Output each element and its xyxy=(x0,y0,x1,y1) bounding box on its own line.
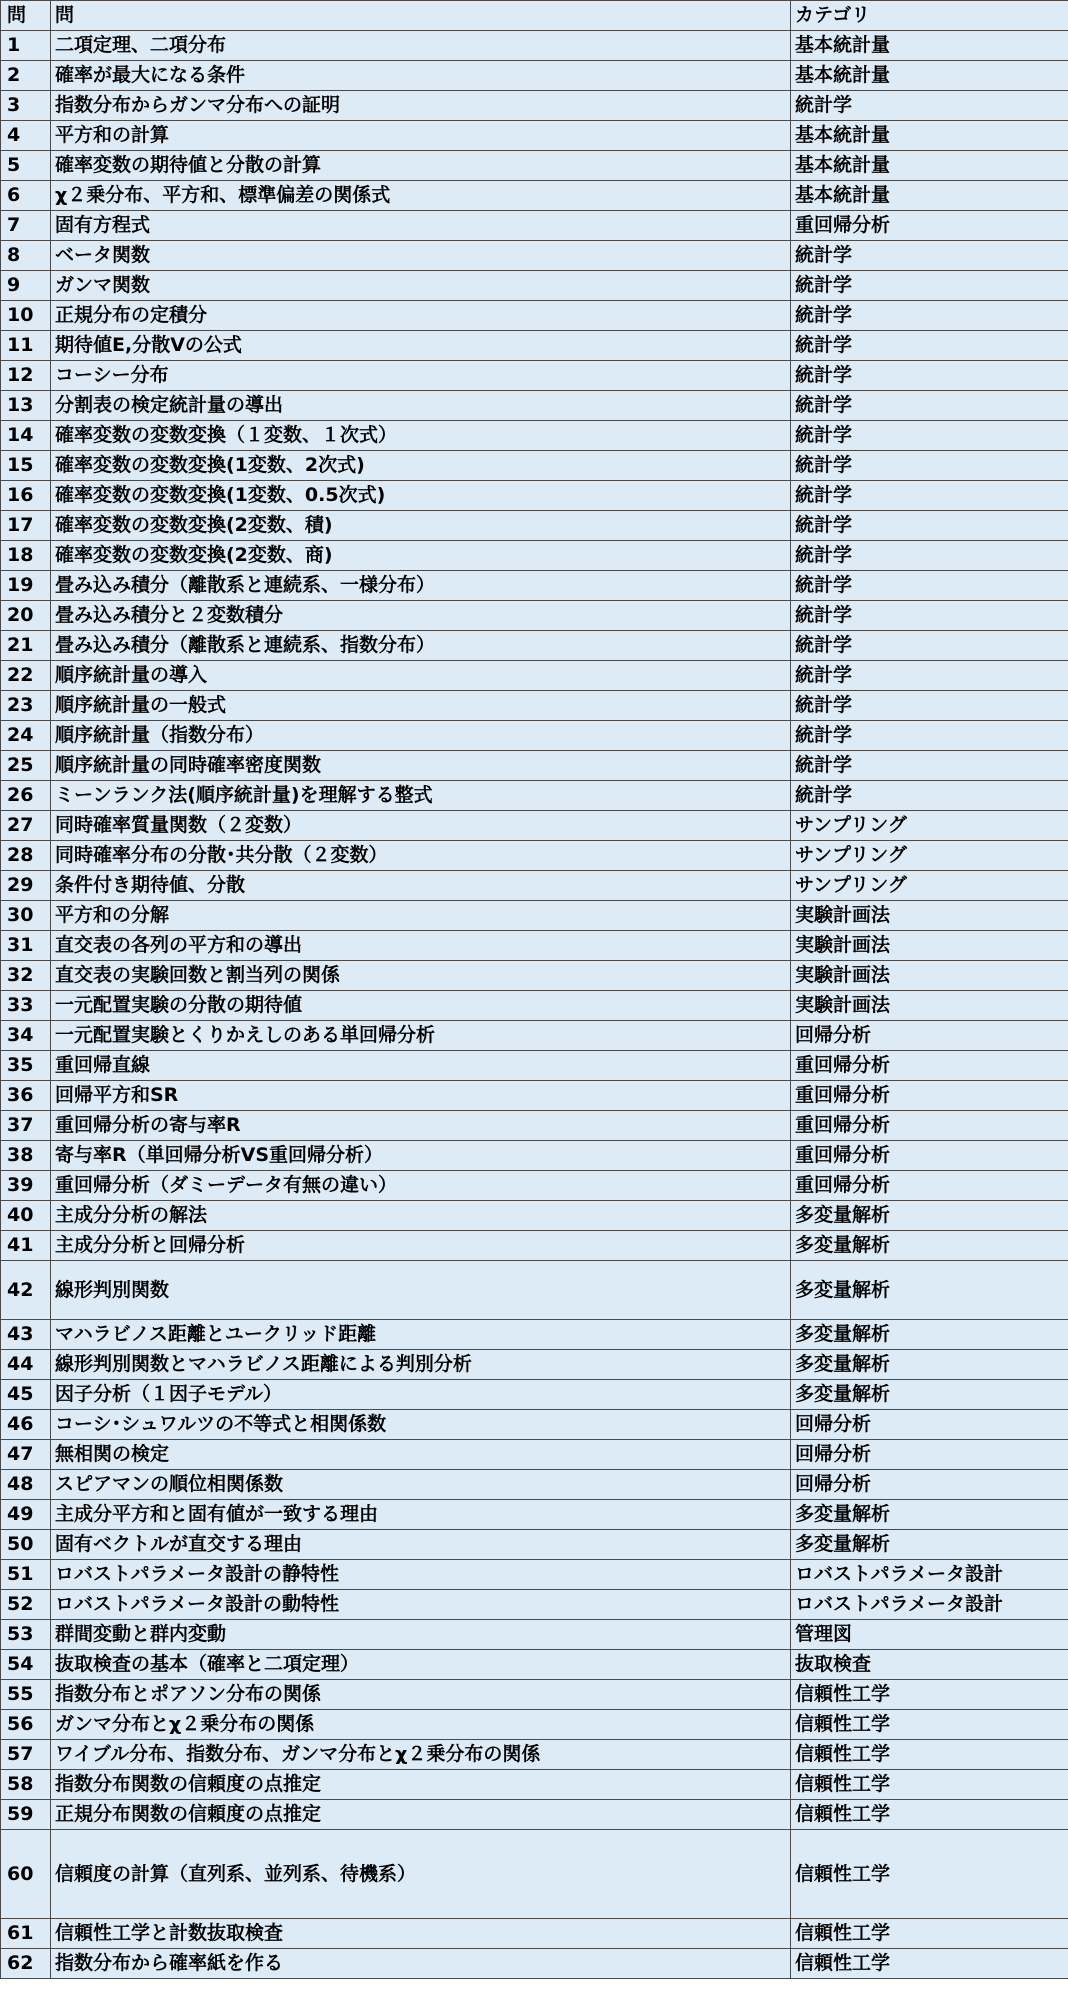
problem-title: 分割表の検定統計量の導出 xyxy=(51,391,791,421)
problem-number: 44 xyxy=(1,1350,51,1380)
problem-title: 重回帰分析（ダミーデータ有無の違い） xyxy=(51,1171,791,1201)
problem-category: 信頼性工学 xyxy=(791,1740,1068,1770)
table-row xyxy=(1,31,1068,61)
table-row xyxy=(1,961,1068,991)
problem-number: 30 xyxy=(1,901,51,931)
problem-number: 38 xyxy=(1,1141,51,1171)
problem-title: マハラビノス距離とユークリッド距離 xyxy=(51,1320,791,1350)
problem-category: 管理図 xyxy=(791,1620,1068,1650)
problem-category: 統計学 xyxy=(791,421,1068,451)
problem-number: 55 xyxy=(1,1680,51,1710)
problem-title: 回帰平方和SR xyxy=(51,1081,791,1111)
problem-number: 18 xyxy=(1,541,51,571)
problem-number: 14 xyxy=(1,421,51,451)
problem-category: 重回帰分析 xyxy=(791,1051,1068,1081)
table-row xyxy=(1,1111,1068,1141)
problem-title: ベータ関数 xyxy=(51,241,791,271)
problem-category: 統計学 xyxy=(791,721,1068,751)
table-row xyxy=(1,1919,1068,1949)
problem-number: 59 xyxy=(1,1800,51,1830)
header-row xyxy=(1,1,1068,31)
problem-number: 62 xyxy=(1,1949,51,1979)
problem-number: 47 xyxy=(1,1440,51,1470)
problem-category: 多変量解析 xyxy=(791,1231,1068,1261)
problem-category: 統計学 xyxy=(791,481,1068,511)
header-number: 問 xyxy=(1,1,51,31)
table-row xyxy=(1,1949,1068,1979)
table-row xyxy=(1,331,1068,361)
problem-category: 実験計画法 xyxy=(791,901,1068,931)
problem-category: 統計学 xyxy=(791,601,1068,631)
problem-category: 統計学 xyxy=(791,571,1068,601)
problem-number: 7 xyxy=(1,211,51,241)
problem-number: 36 xyxy=(1,1081,51,1111)
problem-category: 信頼性工学 xyxy=(791,1710,1068,1740)
problem-category: 信頼性工学 xyxy=(791,1830,1068,1919)
problem-category: 重回帰分析 xyxy=(791,1111,1068,1141)
problem-category: 統計学 xyxy=(791,361,1068,391)
problem-title: 二項定理、二項分布 xyxy=(51,31,791,61)
problem-category: 重回帰分析 xyxy=(791,1141,1068,1171)
problem-title: ガンマ分布とχ２乗分布の関係 xyxy=(51,1710,791,1740)
problem-title: 順序統計量の導入 xyxy=(51,661,791,691)
problem-title: コーシー分布 xyxy=(51,361,791,391)
problem-title: 確率変数の変数変換(1変数、2次式) xyxy=(51,451,791,481)
problem-title: 主成分平方和と固有値が一致する理由 xyxy=(51,1500,791,1530)
problem-category: 信頼性工学 xyxy=(791,1680,1068,1710)
problem-title: 畳み込み積分（離散系と連続系、指数分布） xyxy=(51,631,791,661)
problem-number: 4 xyxy=(1,121,51,151)
problem-title: 指数分布から確率紙を作る xyxy=(51,1949,791,1979)
problem-title: 主成分分析と回帰分析 xyxy=(51,1231,791,1261)
problem-title: 確率変数の変数変換(1変数、0.5次式) xyxy=(51,481,791,511)
problem-title: 重回帰直線 xyxy=(51,1051,791,1081)
problem-category: 統計学 xyxy=(791,451,1068,481)
problem-number: 5 xyxy=(1,151,51,181)
table-row xyxy=(1,841,1068,871)
problem-number: 49 xyxy=(1,1500,51,1530)
problem-category: 基本統計量 xyxy=(791,151,1068,181)
problem-category: 多変量解析 xyxy=(791,1201,1068,1231)
problem-category: 重回帰分析 xyxy=(791,211,1068,241)
problem-title: 群間変動と群内変動 xyxy=(51,1620,791,1650)
table-row xyxy=(1,721,1068,751)
table-row xyxy=(1,1081,1068,1111)
problem-number: 19 xyxy=(1,571,51,601)
problem-category: 基本統計量 xyxy=(791,121,1068,151)
problem-number: 52 xyxy=(1,1590,51,1620)
problem-title: 確率変数の変数変換（１変数、１次式） xyxy=(51,421,791,451)
problem-title: 畳み込み積分（離散系と連続系、一様分布） xyxy=(51,571,791,601)
problem-number: 42 xyxy=(1,1261,51,1320)
table-row xyxy=(1,1470,1068,1500)
problem-category: 多変量解析 xyxy=(791,1320,1068,1350)
table-row xyxy=(1,511,1068,541)
table-row xyxy=(1,181,1068,211)
problem-number: 12 xyxy=(1,361,51,391)
problem-category: 統計学 xyxy=(791,631,1068,661)
problem-number: 32 xyxy=(1,961,51,991)
problem-number: 17 xyxy=(1,511,51,541)
table-row xyxy=(1,991,1068,1021)
problem-number: 8 xyxy=(1,241,51,271)
problem-title: 寄与率R（単回帰分析VS重回帰分析） xyxy=(51,1141,791,1171)
problem-category: 統計学 xyxy=(791,91,1068,121)
problem-number: 16 xyxy=(1,481,51,511)
problem-category: 統計学 xyxy=(791,511,1068,541)
problem-title: 確率変数の変数変換(2変数、商) xyxy=(51,541,791,571)
table-row xyxy=(1,211,1068,241)
problem-title: 平方和の分解 xyxy=(51,901,791,931)
problem-title: 確率変数の期待値と分散の計算 xyxy=(51,151,791,181)
problem-number: 25 xyxy=(1,751,51,781)
problem-number: 6 xyxy=(1,181,51,211)
problem-number: 39 xyxy=(1,1171,51,1201)
table-row xyxy=(1,421,1068,451)
problem-category: 回帰分析 xyxy=(791,1470,1068,1500)
problem-title: 同時確率分布の分散･共分散（２変数） xyxy=(51,841,791,871)
problem-category: 信頼性工学 xyxy=(791,1770,1068,1800)
problem-title: 固有方程式 xyxy=(51,211,791,241)
problem-category: 統計学 xyxy=(791,331,1068,361)
table-row xyxy=(1,1650,1068,1680)
table-row xyxy=(1,691,1068,721)
problem-category: 回帰分析 xyxy=(791,1021,1068,1051)
table-row xyxy=(1,901,1068,931)
table-row xyxy=(1,571,1068,601)
problem-category: 回帰分析 xyxy=(791,1440,1068,1470)
table-row xyxy=(1,1590,1068,1620)
table-row xyxy=(1,1830,1068,1919)
problem-title: 条件付き期待値、分散 xyxy=(51,871,791,901)
problem-title: 平方和の計算 xyxy=(51,121,791,151)
problem-category: 統計学 xyxy=(791,301,1068,331)
problem-number: 46 xyxy=(1,1410,51,1440)
problem-title: 一元配置実験の分散の期待値 xyxy=(51,991,791,1021)
problem-number: 57 xyxy=(1,1740,51,1770)
problem-title: 指数分布とポアソン分布の関係 xyxy=(51,1680,791,1710)
table-row xyxy=(1,1440,1068,1470)
problem-category: 統計学 xyxy=(791,541,1068,571)
table-row xyxy=(1,931,1068,961)
problem-category: サンプリング xyxy=(791,841,1068,871)
problem-category: 基本統計量 xyxy=(791,61,1068,91)
table-row xyxy=(1,1261,1068,1320)
problem-title: ミーンランク法(順序統計量)を理解する整式 xyxy=(51,781,791,811)
problem-category: 抜取検査 xyxy=(791,1650,1068,1680)
table-row xyxy=(1,1560,1068,1590)
problem-category: 統計学 xyxy=(791,661,1068,691)
problem-title: 確率変数の変数変換(2変数、積) xyxy=(51,511,791,541)
problem-category: ロバストパラメータ設計 xyxy=(791,1560,1068,1590)
problem-number: 61 xyxy=(1,1919,51,1949)
problem-title: 期待値E,分散Vの公式 xyxy=(51,331,791,361)
problem-number: 34 xyxy=(1,1021,51,1051)
table-row xyxy=(1,871,1068,901)
problem-number: 20 xyxy=(1,601,51,631)
problem-title: ガンマ関数 xyxy=(51,271,791,301)
problem-number: 11 xyxy=(1,331,51,361)
problem-title: 線形判別関数 xyxy=(51,1261,791,1320)
problem-title: 因子分析（１因子モデル） xyxy=(51,1380,791,1410)
problem-title: 同時確率質量関数（２変数） xyxy=(51,811,791,841)
table-row xyxy=(1,121,1068,151)
problem-number: 51 xyxy=(1,1560,51,1590)
problem-category: 統計学 xyxy=(791,691,1068,721)
table-row xyxy=(1,541,1068,571)
table-row xyxy=(1,391,1068,421)
problem-number: 9 xyxy=(1,271,51,301)
problem-category: 実験計画法 xyxy=(791,991,1068,1021)
problem-category: 回帰分析 xyxy=(791,1410,1068,1440)
problem-title: 信頼度の計算（直列系、並列系、待機系） xyxy=(51,1830,791,1919)
problem-title: 無相関の検定 xyxy=(51,1440,791,1470)
problem-title: 確率が最大になる条件 xyxy=(51,61,791,91)
problem-number: 54 xyxy=(1,1650,51,1680)
table-row xyxy=(1,1380,1068,1410)
problem-category: 統計学 xyxy=(791,391,1068,421)
table-row xyxy=(1,1350,1068,1380)
table-row xyxy=(1,1680,1068,1710)
problem-title: ワイブル分布、指数分布、ガンマ分布とχ２乗分布の関係 xyxy=(51,1740,791,1770)
table-row xyxy=(1,1051,1068,1081)
problem-category: 多変量解析 xyxy=(791,1530,1068,1560)
table-row xyxy=(1,241,1068,271)
problem-title: 正規分布の定積分 xyxy=(51,301,791,331)
problem-category: 信頼性工学 xyxy=(791,1800,1068,1830)
table-row xyxy=(1,1141,1068,1171)
table-row xyxy=(1,151,1068,181)
table-row xyxy=(1,631,1068,661)
problem-category: 多変量解析 xyxy=(791,1500,1068,1530)
problem-number: 29 xyxy=(1,871,51,901)
problem-number: 1 xyxy=(1,31,51,61)
problem-number: 31 xyxy=(1,931,51,961)
table-row xyxy=(1,1740,1068,1770)
table-row xyxy=(1,781,1068,811)
problem-title: 主成分分析の解法 xyxy=(51,1201,791,1231)
table-row xyxy=(1,1710,1068,1740)
table-row xyxy=(1,481,1068,511)
table-row xyxy=(1,811,1068,841)
problem-category: 多変量解析 xyxy=(791,1350,1068,1380)
table-row xyxy=(1,1320,1068,1350)
problem-number: 26 xyxy=(1,781,51,811)
problem-title: 一元配置実験とくりかえしのある単回帰分析 xyxy=(51,1021,791,1051)
table-row xyxy=(1,601,1068,631)
problem-number: 40 xyxy=(1,1201,51,1231)
problem-category: サンプリング xyxy=(791,811,1068,841)
problem-number: 24 xyxy=(1,721,51,751)
problem-title: 指数分布関数の信頼度の点推定 xyxy=(51,1770,791,1800)
problem-title: コーシ･シュワルツの不等式と相関係数 xyxy=(51,1410,791,1440)
problem-number: 10 xyxy=(1,301,51,331)
problem-title: 順序統計量の同時確率密度関数 xyxy=(51,751,791,781)
table-row xyxy=(1,271,1068,301)
problem-category: ロバストパラメータ設計 xyxy=(791,1590,1068,1620)
problem-number: 3 xyxy=(1,91,51,121)
problem-title: χ２乗分布、平方和、標準偏差の関係式 xyxy=(51,181,791,211)
problem-title: ロバストパラメータ設計の動特性 xyxy=(51,1590,791,1620)
problem-category: サンプリング xyxy=(791,871,1068,901)
problem-number: 41 xyxy=(1,1231,51,1261)
table-row xyxy=(1,661,1068,691)
problem-title: 正規分布関数の信頼度の点推定 xyxy=(51,1800,791,1830)
table-row xyxy=(1,1500,1068,1530)
problem-title: ロバストパラメータ設計の静特性 xyxy=(51,1560,791,1590)
problem-number: 23 xyxy=(1,691,51,721)
header-problem: 問 xyxy=(51,1,791,31)
problem-title: 順序統計量の一般式 xyxy=(51,691,791,721)
problem-category: 多変量解析 xyxy=(791,1261,1068,1320)
table-row xyxy=(1,61,1068,91)
problem-title: 直交表の各列の平方和の導出 xyxy=(51,931,791,961)
problem-number: 60 xyxy=(1,1830,51,1919)
table-row xyxy=(1,451,1068,481)
table-row xyxy=(1,1770,1068,1800)
table-row xyxy=(1,301,1068,331)
problem-category: 基本統計量 xyxy=(791,31,1068,61)
table-row xyxy=(1,1231,1068,1261)
problem-category: 統計学 xyxy=(791,781,1068,811)
table-row xyxy=(1,1530,1068,1560)
table-row xyxy=(1,1021,1068,1051)
problem-number: 53 xyxy=(1,1620,51,1650)
problem-title: スピアマンの順位相関係数 xyxy=(51,1470,791,1500)
problem-number: 27 xyxy=(1,811,51,841)
problem-category: 実験計画法 xyxy=(791,931,1068,961)
problem-category: 重回帰分析 xyxy=(791,1081,1068,1111)
problem-category: 信頼性工学 xyxy=(791,1919,1068,1949)
table-row xyxy=(1,1620,1068,1650)
table-row xyxy=(1,751,1068,781)
table-row xyxy=(1,91,1068,121)
table-row xyxy=(1,1800,1068,1830)
problem-title: 固有ベクトルが直交する理由 xyxy=(51,1530,791,1560)
problem-number: 28 xyxy=(1,841,51,871)
problem-category: 多変量解析 xyxy=(791,1380,1068,1410)
problem-category: 重回帰分析 xyxy=(791,1171,1068,1201)
table-row xyxy=(1,361,1068,391)
problem-title: 線形判別関数とマハラビノス距離による判別分析 xyxy=(51,1350,791,1380)
problem-number: 2 xyxy=(1,61,51,91)
problem-category: 統計学 xyxy=(791,271,1068,301)
problem-number: 22 xyxy=(1,661,51,691)
problem-number: 43 xyxy=(1,1320,51,1350)
problem-title: 重回帰分析の寄与率R xyxy=(51,1111,791,1141)
problem-category: 統計学 xyxy=(791,751,1068,781)
problem-title: 抜取検査の基本（確率と二項定理） xyxy=(51,1650,791,1680)
table-row xyxy=(1,1410,1068,1440)
problem-category: 基本統計量 xyxy=(791,181,1068,211)
problem-category: 統計学 xyxy=(791,241,1068,271)
problem-number: 50 xyxy=(1,1530,51,1560)
header-category: カテゴリ xyxy=(791,1,1068,31)
problem-number: 35 xyxy=(1,1051,51,1081)
problem-title: 畳み込み積分と２変数積分 xyxy=(51,601,791,631)
problem-number: 45 xyxy=(1,1380,51,1410)
problem-number: 37 xyxy=(1,1111,51,1141)
table-row xyxy=(1,1201,1068,1231)
problem-title: 直交表の実験回数と割当列の関係 xyxy=(51,961,791,991)
problem-number: 48 xyxy=(1,1470,51,1500)
problem-category: 実験計画法 xyxy=(791,961,1068,991)
problem-number: 15 xyxy=(1,451,51,481)
problem-title: 指数分布からガンマ分布への証明 xyxy=(51,91,791,121)
problem-number: 56 xyxy=(1,1710,51,1740)
problem-category: 信頼性工学 xyxy=(791,1949,1068,1979)
table-row xyxy=(1,1171,1068,1201)
problem-number: 21 xyxy=(1,631,51,661)
problem-title: 順序統計量（指数分布） xyxy=(51,721,791,751)
problem-number: 33 xyxy=(1,991,51,1021)
problem-number: 13 xyxy=(1,391,51,421)
problem-number: 58 xyxy=(1,1770,51,1800)
problem-title: 信頼性工学と計数抜取検査 xyxy=(51,1919,791,1949)
